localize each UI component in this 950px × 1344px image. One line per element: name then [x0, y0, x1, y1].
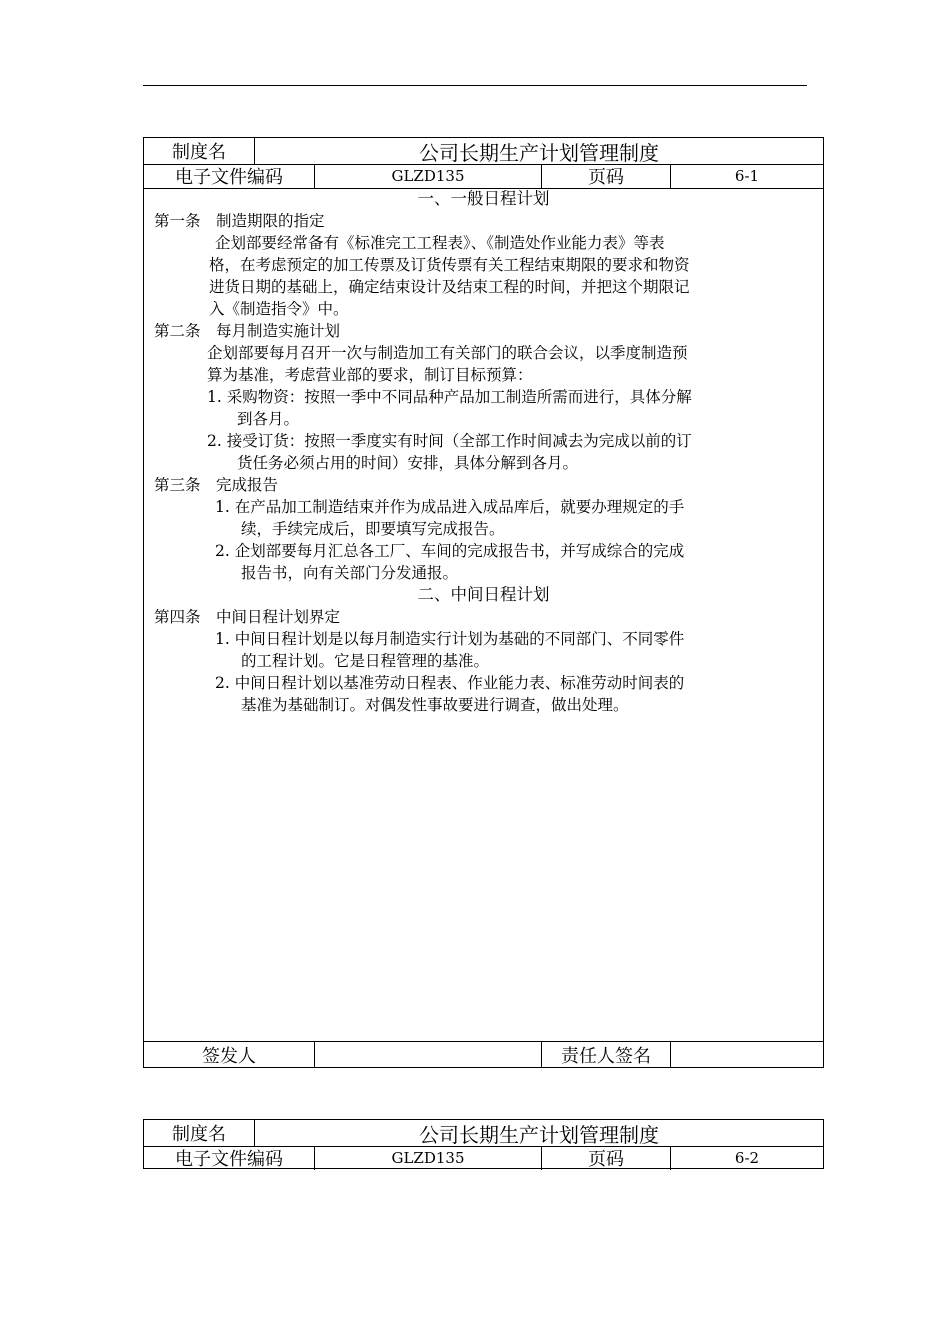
name-label: 制度名	[172, 1124, 226, 1145]
list-item: 1. 采购物资：按照一季中不同品种产品加工制造所需而进行，具体分解	[207, 388, 692, 406]
section-heading: 二、中间日程计划	[417, 585, 550, 604]
regulation-title: 公司长期生产计划管理制度	[254, 1120, 823, 1146]
list-item-continuation: 货任务必须占用的时间）安排，具体分解到各月。	[237, 454, 579, 472]
list-item-continuation: 续，手续完成后，即要填写完成报告。	[241, 520, 505, 538]
header-rule	[143, 85, 807, 86]
responsible-signature-field[interactable]	[670, 1042, 823, 1068]
paragraph-line: 算为基准，考虑营业部的要求，制订目标预算：	[207, 366, 533, 384]
responsible-label: 责任人签名	[541, 1042, 670, 1068]
article-title: 第二条 每月制造实施计划	[154, 322, 341, 340]
issuer-label: 签发人	[202, 1046, 256, 1067]
name-label: 制度名	[172, 142, 226, 163]
document-code: GLZD135	[314, 1146, 541, 1170]
list-item: 2. 接受订货：按照一季度实有时间（全部工作时间减去为完成以前的订	[207, 432, 692, 450]
list-item: 1. 中间日程计划是以每月制造实行计划为基础的不同部门、不同零件	[215, 630, 685, 648]
code-label: 电子文件编码	[175, 167, 283, 188]
code-label: 电子文件编码	[175, 1149, 283, 1170]
section-heading: 一、一般日程计划	[417, 189, 550, 208]
list-item: 2. 企划部要每月汇总各工厂、车间的完成报告书，并写成综合的完成	[215, 542, 685, 560]
document-code: GLZD135	[314, 164, 541, 188]
issuer-signature-field[interactable]	[314, 1042, 541, 1068]
paragraph-line: 企划部要每月召开一次与制造加工有关部门的联合会议，以季度制造预	[207, 344, 688, 362]
paragraph-line: 入《制造指令》中。	[209, 300, 349, 318]
article-title: 第四条 中间日程计划界定	[154, 608, 341, 626]
page-label: 页码	[541, 164, 670, 188]
article-title: 第一条 制造期限的指定	[154, 212, 325, 230]
list-item: 1. 在产品加工制造结束并作为成品进入成品库后，就要办理规定的手	[215, 498, 685, 516]
signature-row	[144, 1041, 823, 1068]
list-item: 2. 中间日程计划以基准劳动日程表、作业能力表、标准劳动时间表的	[215, 674, 685, 692]
paragraph-line: 格，在考虑预定的加工传票及订货传票有关工程结束期限的要求和物资	[209, 256, 690, 274]
list-item-continuation: 报告书，向有关部门分发通报。	[241, 564, 459, 582]
list-item-continuation: 到各月。	[237, 410, 300, 428]
title-row	[144, 138, 823, 165]
list-item-continuation: 的工程计划。它是日程管理的基准。	[241, 652, 490, 670]
page-label: 页码	[541, 1146, 670, 1170]
list-item-continuation: 基准为基础制订。对偶发性事故要进行调查，做出处理。	[241, 696, 629, 714]
title-row	[144, 1120, 823, 1147]
regulation-form-page-2	[143, 1119, 824, 1169]
regulation-title: 公司长期生产计划管理制度	[254, 138, 823, 164]
regulation-body	[144, 188, 823, 1041]
article-title: 第三条 完成报告	[154, 476, 279, 494]
code-row	[144, 1146, 823, 1170]
paragraph-line: 企划部要经常备有《标准完工工程表》、《制造处作业能力表》等表	[215, 234, 665, 252]
page-number: 6-2	[670, 1146, 823, 1170]
code-row	[144, 164, 823, 189]
page-number: 6-1	[670, 164, 823, 188]
regulation-form-page-1	[143, 137, 824, 1068]
paragraph-line: 进货日期的基础上，确定结束设计及结束工程的时间，并把这个期限记	[209, 278, 690, 296]
